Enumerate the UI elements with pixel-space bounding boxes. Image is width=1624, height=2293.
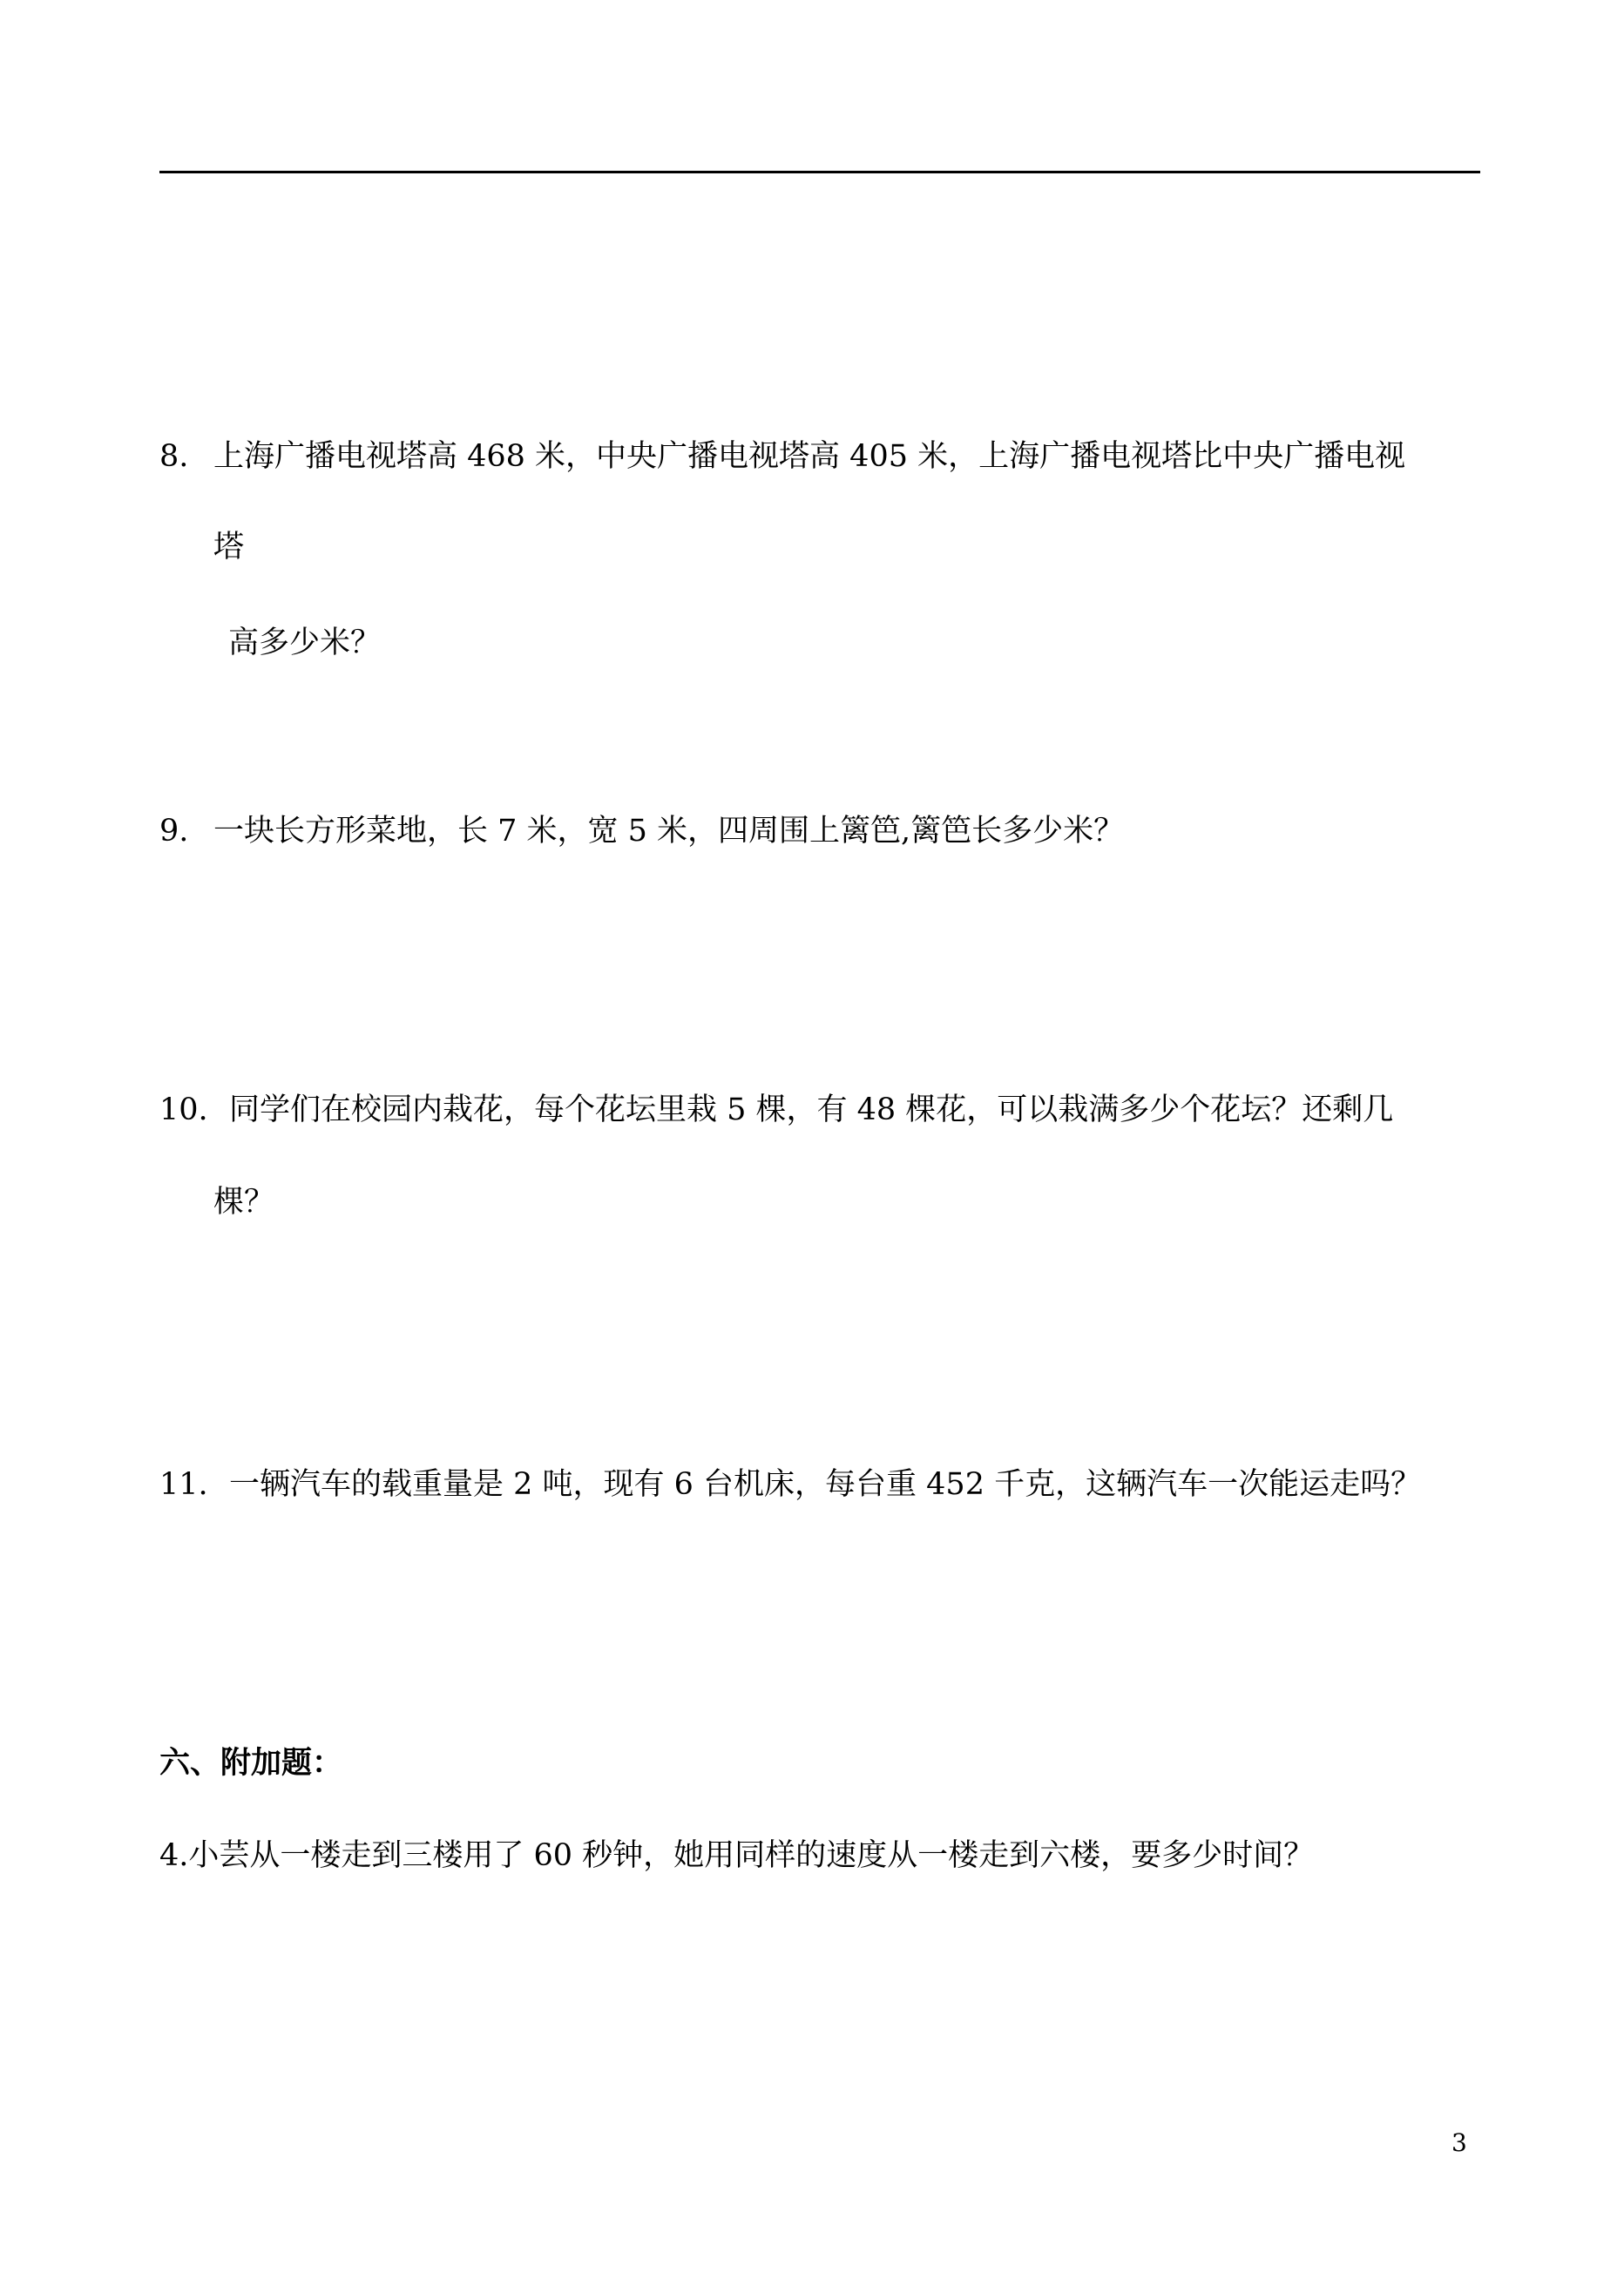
question-10-number: 10. xyxy=(159,1092,208,1127)
question-11-text: 一辆汽车的载重量是 2 吨，现有 6 台机床，每台重 452 千克，这辆汽车一次能运走吗？ xyxy=(229,1467,1422,1502)
question-8-line-1 xyxy=(159,436,1405,477)
question-8-number: 8. xyxy=(159,439,189,474)
question-10-line-1 xyxy=(159,1089,1393,1131)
question-8-line-3: 高多少米？ xyxy=(228,626,382,660)
header-rule xyxy=(159,171,1480,173)
question-11-number: 11. xyxy=(159,1467,208,1502)
question-8-line-2: 塔 xyxy=(213,530,245,565)
question-9 xyxy=(159,810,1124,852)
bonus-question-4: 4.小芸从一楼走到三楼用了 60 秒钟，她用同样的速度从一楼走到六楼，要多少时间？ xyxy=(159,1838,1315,1873)
section-heading: 六、附加题： xyxy=(159,1745,343,1781)
question-10-line-2: 棵？ xyxy=(213,1185,275,1220)
question-8-text: 上海广播电视塔高 468 米，中央广播电视塔高 405 米，上海广播电视塔比中央广播电视 xyxy=(213,439,1406,474)
question-9-number: 9. xyxy=(159,814,189,849)
page-number: 3 xyxy=(1451,2128,1467,2157)
question-9-text: 一块长方形菜地，长 7 米，宽 5 米，四周围上篱笆,篱笆长多少米？ xyxy=(213,814,1125,849)
question-11 xyxy=(159,1464,1421,1505)
question-10-text: 同学们在校园内栽花，每个花坛里栽 5 棵，有 48 棵花，可以栽满多少个花坛？还剩几 xyxy=(229,1092,1394,1127)
